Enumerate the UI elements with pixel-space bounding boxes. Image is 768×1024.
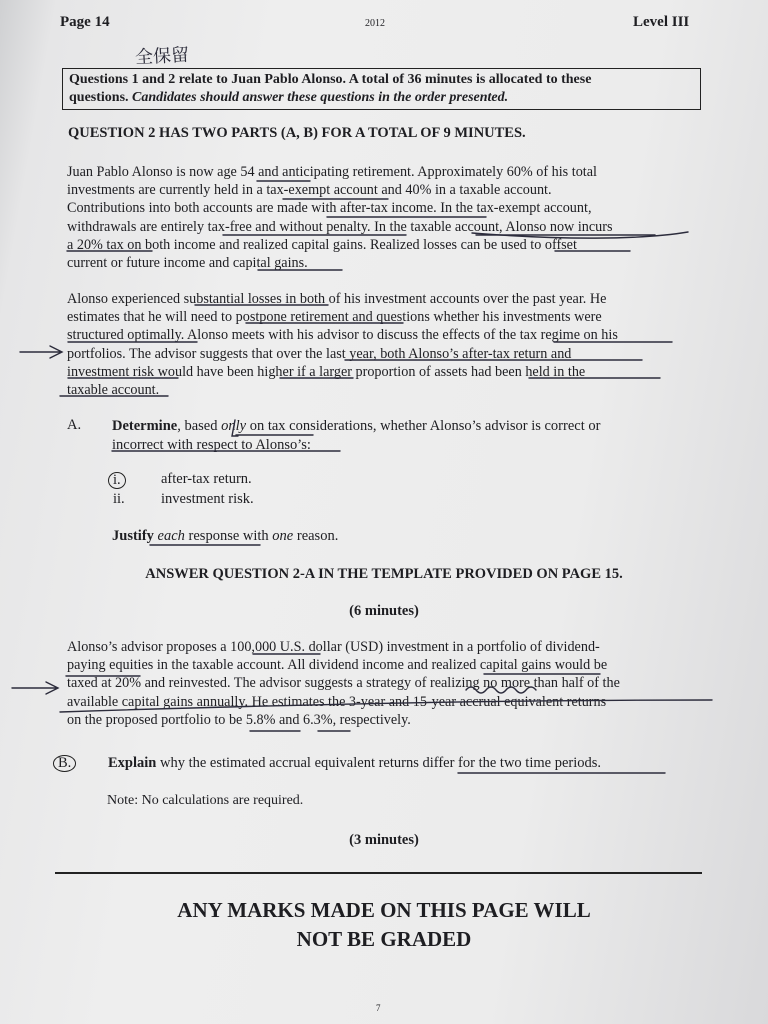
text-line: a 20% tax on both income and realized capital gains. Realized losses can be used to offset [67, 236, 577, 253]
divider-rule [55, 872, 702, 874]
paragraph-2 [67, 290, 707, 399]
handwritten-note: 全保留 [134, 44, 190, 69]
part-a-emphasis: only [221, 418, 247, 434]
part-a-item-2-number: ii. [113, 491, 125, 507]
text-line: withdrawals are entirely tax-free and without penalty. In the taxable account, Alonso now incurs [67, 218, 613, 235]
paragraph-3 [67, 638, 707, 729]
answer-instruction: ANSWER QUESTION 2-A IN THE TEMPLATE PROVIDED ON PAGE 15. [145, 566, 623, 582]
item-number-circled: i. [108, 472, 126, 489]
text-line: current or future income and capital gains. [67, 255, 308, 272]
warning-line-1: ANY MARKS MADE ON THIS PAGE WILL [177, 898, 591, 922]
part-a-letter: A. [67, 417, 82, 433]
pen-arrow [12, 682, 58, 694]
page-number: 7 [376, 1003, 381, 1013]
part-a-minutes: (6 minutes) [349, 603, 419, 619]
text-line: Alonso’s advisor proposes a 100,000 U.S. dollar (USD) investment in a portfolio of dividend- [67, 639, 600, 655]
part-b-verb: Explain [108, 755, 157, 771]
text-line: paying equities in the taxable account. All dividend income and realized capital gains would be [67, 657, 608, 674]
part-b-letter-circled: B. [53, 755, 76, 772]
part-a-line-2: incorrect with respect to Alonso’s: [112, 436, 311, 453]
text-line: investment risk would have been higher if a larger proportion of assets had been held in the [67, 363, 586, 380]
part-b-minutes: (3 minutes) [349, 832, 419, 848]
part-a-item-1-text: after-tax return. [161, 471, 252, 487]
grading-warning [0, 896, 768, 954]
part-a-item-1 [108, 471, 126, 489]
part-a-text: on tax considerations, whether Alonso’s advisor is correct or [246, 418, 601, 434]
part-a-item-2-text: investment risk. [161, 491, 254, 507]
header-page-label: Page 14 [60, 14, 110, 30]
justify-emphasis-1: each [157, 528, 185, 544]
justify-verb: Justify [112, 528, 154, 544]
part-a-verb: Determine [112, 418, 178, 434]
justify-text: response with [184, 528, 273, 544]
justify-emphasis-2: one [272, 528, 294, 544]
text-line: on the proposed portfolio to be 5.8% and 6.3%, respectively. [67, 711, 411, 728]
warning-line-2: NOT BE GRADED [296, 927, 472, 951]
part-b-prompt [108, 755, 601, 772]
justify-instruction [112, 528, 338, 545]
justify-text-end: reason. [293, 528, 339, 544]
question-title: QUESTION 2 HAS TWO PARTS (A, B) FOR A TOTAL OF 9 MINUTES. [68, 125, 526, 141]
part-b-text: why the estimated accrual equivalent returns differ for the two time periods. [156, 755, 602, 771]
header-year: 2012 [365, 18, 385, 29]
part-a-prompt [112, 417, 692, 454]
intro-line-1: Questions 1 and 2 relate to Juan Pablo Alonso. A total of 36 minutes is allocated to these [69, 72, 592, 87]
intro-line-2-italic: Candidates should answer these questions in the order presented. [132, 90, 509, 105]
part-b-letter [53, 755, 76, 772]
pen-arrow [20, 346, 62, 358]
text-line: Alonso experienced substantial losses in both of his investment accounts over the past year. He [67, 291, 607, 307]
part-a-line-1 [112, 417, 692, 436]
part-b-note: Note: No calculations are required. [107, 793, 304, 808]
text-line: estimates that he will need to postpone retirement and questions whether his investments were [67, 309, 602, 326]
paragraph-1 [67, 163, 707, 272]
intro-line-2 [69, 89, 694, 107]
intro-line-2-plain: questions. [69, 90, 129, 105]
text-line: available capital gains annually. He estimates the 3-year and 15-year accrual equivalent returns [67, 693, 607, 710]
text-line: taxable account. [67, 382, 160, 399]
intro-box [62, 68, 701, 110]
text-line: portfolios. The advisor suggests that over the last year, both Alonso’s after-tax return and [67, 345, 572, 362]
text-line: structured optimally. Alonso meets with his advisor to discuss the effects of the tax regime on his [67, 327, 618, 344]
text-line: taxed at 20% and reinvested. The advisor suggests a strategy of realizing no more than half of the [67, 675, 620, 692]
text-line: Contributions into both accounts are made with after-tax income. In the tax-exempt account, [67, 200, 592, 217]
header-level: Level III [633, 14, 690, 30]
part-a-text: , based [177, 418, 218, 434]
text-line: investments are currently held in a tax-exempt account and 40% in a taxable account. [67, 182, 552, 199]
text-line: Juan Pablo Alonso is now age 54 and anticipating retirement. Approximately 60% of his total [67, 164, 597, 180]
